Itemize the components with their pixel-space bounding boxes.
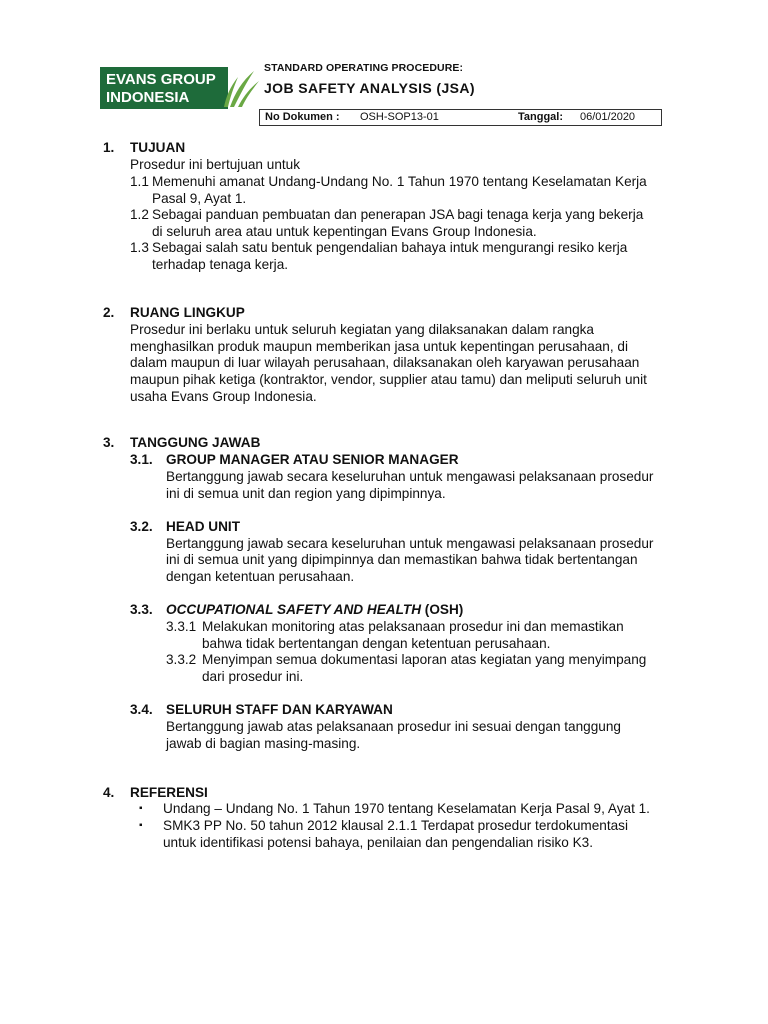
- section-1-item-number: 1.2: [130, 207, 149, 222]
- section-3-title: TANGGUNG JAWAB: [130, 435, 261, 450]
- sop-label: STANDARD OPERATING PROCEDURE:: [264, 62, 464, 74]
- section-1-item-number: 1.1: [130, 174, 149, 189]
- subsection-3-3-item-text-cont: bahwa tidak bertentangan dengan ketentuan perusahaan.: [202, 636, 551, 651]
- subsection-3-2-line: Bertanggung jawab secara keseluruhan untuk mengawasi pelaksanaan prosedur: [166, 536, 654, 551]
- section-1-item-text: Sebagai salah satu bentuk pengendalian bahaya intuk mengurangi resiko kerja: [152, 240, 628, 255]
- reference-item: SMK3 PP No. 50 tahun 2012 klausal 2.1.1 Terdapat prosedur terdokumentasi: [163, 818, 629, 833]
- reference-item: Undang – Undang No. 1 Tahun 1970 tentang Keselamatan Kerja Pasal 9, Ayat 1.: [163, 801, 650, 816]
- section-1-item-text: Memenuhi amanat Undang-Undang No. 1 Tahun 1970 tentang Keselamatan Kerja: [152, 174, 647, 189]
- logo-text-line1: EVANS GROUP: [106, 71, 216, 88]
- reference-item-cont: untuk identifikasi potensi bahaya, penilaian dan pengendalian risiko K3.: [163, 835, 594, 850]
- section-2-line: usaha Evans Group Indonesia.: [130, 389, 317, 404]
- date-label: Tanggal:: [518, 111, 564, 123]
- section-2-number: 2.: [103, 305, 115, 320]
- subsection-3-3-item-text: Menyimpan semua dokumentasi laporan atas kegiatan yang menyimpang: [202, 652, 647, 667]
- bullet-icon: ▪: [139, 820, 143, 831]
- section-1-item-number: 1.3: [130, 240, 149, 255]
- doc-number-label: No Dokumen :: [265, 111, 340, 123]
- subsection-3-2-line: dengan ketentuan perusahaan.: [166, 569, 355, 584]
- section-1-number: 1.: [103, 140, 115, 155]
- subsection-3-4-title: SELURUH STAFF DAN KARYAWAN: [166, 702, 393, 717]
- company-logo: [100, 67, 260, 109]
- section-3-number: 3.: [103, 435, 115, 450]
- section-1-item-text-cont: di seluruh area atau untuk kepentingan Evans Group Indonesia.: [152, 224, 537, 239]
- subsection-3-4-number: 3.4.: [130, 702, 153, 717]
- date-value: 06/01/2020: [580, 111, 636, 123]
- section-2-title: RUANG LINGKUP: [130, 305, 245, 320]
- subsection-3-3-title-rest: (OSH): [421, 602, 464, 617]
- document-info-box: [259, 109, 662, 126]
- section-4-title: REFERENSI: [130, 785, 208, 800]
- section-2-line: Prosedur ini berlaku untuk seluruh kegiatan yang dilaksanakan dalam rangka: [130, 322, 594, 337]
- section-1-item-text-cont: terhadap tenaga kerja.: [152, 257, 289, 272]
- document-title: JOB SAFETY ANALYSIS (JSA): [264, 80, 475, 96]
- section-4-number: 4.: [103, 785, 115, 800]
- subsection-3-3-item-text-cont: dari prosedur ini.: [202, 669, 304, 684]
- subsection-3-3-title: [166, 602, 463, 619]
- subsection-3-2-title: HEAD UNIT: [166, 519, 241, 534]
- subsection-3-4-line: jawab di bagian masing-masing.: [166, 736, 361, 751]
- subsection-3-1-line: Bertanggung jawab secara keseluruhan untuk mengawasi pelaksanaan prosedur: [166, 469, 654, 484]
- section-2-line: menghasilkan produk maupun memberikan jasa untuk kepentingan perusahaan, di: [130, 339, 629, 354]
- subsection-3-2-number: 3.2.: [130, 519, 153, 534]
- bullet-icon: ▪: [139, 803, 143, 814]
- section-1-title: TUJUAN: [130, 140, 186, 155]
- subsection-3-1-number: 3.1.: [130, 452, 153, 467]
- logo-text-line2: INDONESIA: [106, 89, 190, 106]
- doc-number-value: OSH-SOP13-01: [360, 111, 439, 123]
- section-2-line: dalam maupun di luar wilayah perusahaan, dilaksanakan oleh karyawan perusahaan: [130, 355, 640, 370]
- subsection-3-3-item-text: Melakukan monitoring atas pelaksanaan prosedur ini dan memastikan: [202, 619, 624, 634]
- subsection-3-2-line: ini di semua unit yang dipimpinnya dan memastikan bahwa tidak bertentangan: [166, 552, 638, 567]
- subsection-3-3-item-number: 3.3.2: [166, 652, 197, 667]
- subsection-3-3-number: 3.3.: [130, 602, 153, 617]
- section-1-item-text-cont: Pasal 9, Ayat 1.: [152, 191, 247, 206]
- subsection-3-1-line: ini di semua unit dan region yang dipimpinnya.: [166, 486, 446, 501]
- subsection-3-1-title: GROUP MANAGER ATAU SENIOR MANAGER: [166, 452, 459, 467]
- subsection-3-3-title-italic: OCCUPATIONAL SAFETY AND HEALTH: [166, 602, 422, 617]
- subsection-3-4-line: Bertanggung jawab atas pelaksanaan prosedur ini sesuai dengan tanggung: [166, 719, 621, 734]
- section-1-intro: Prosedur ini bertujuan untuk: [130, 157, 301, 172]
- subsection-3-3-item-number: 3.3.1: [166, 619, 197, 634]
- section-1-item-text: Sebagai panduan pembuatan dan penerapan JSA bagi tenaga kerja yang bekerja: [152, 207, 644, 222]
- section-2-line: maupun pihak ketiga (kontraktor, vendor, supplier atau tamu) dan meliputi seluruh unit: [130, 372, 647, 387]
